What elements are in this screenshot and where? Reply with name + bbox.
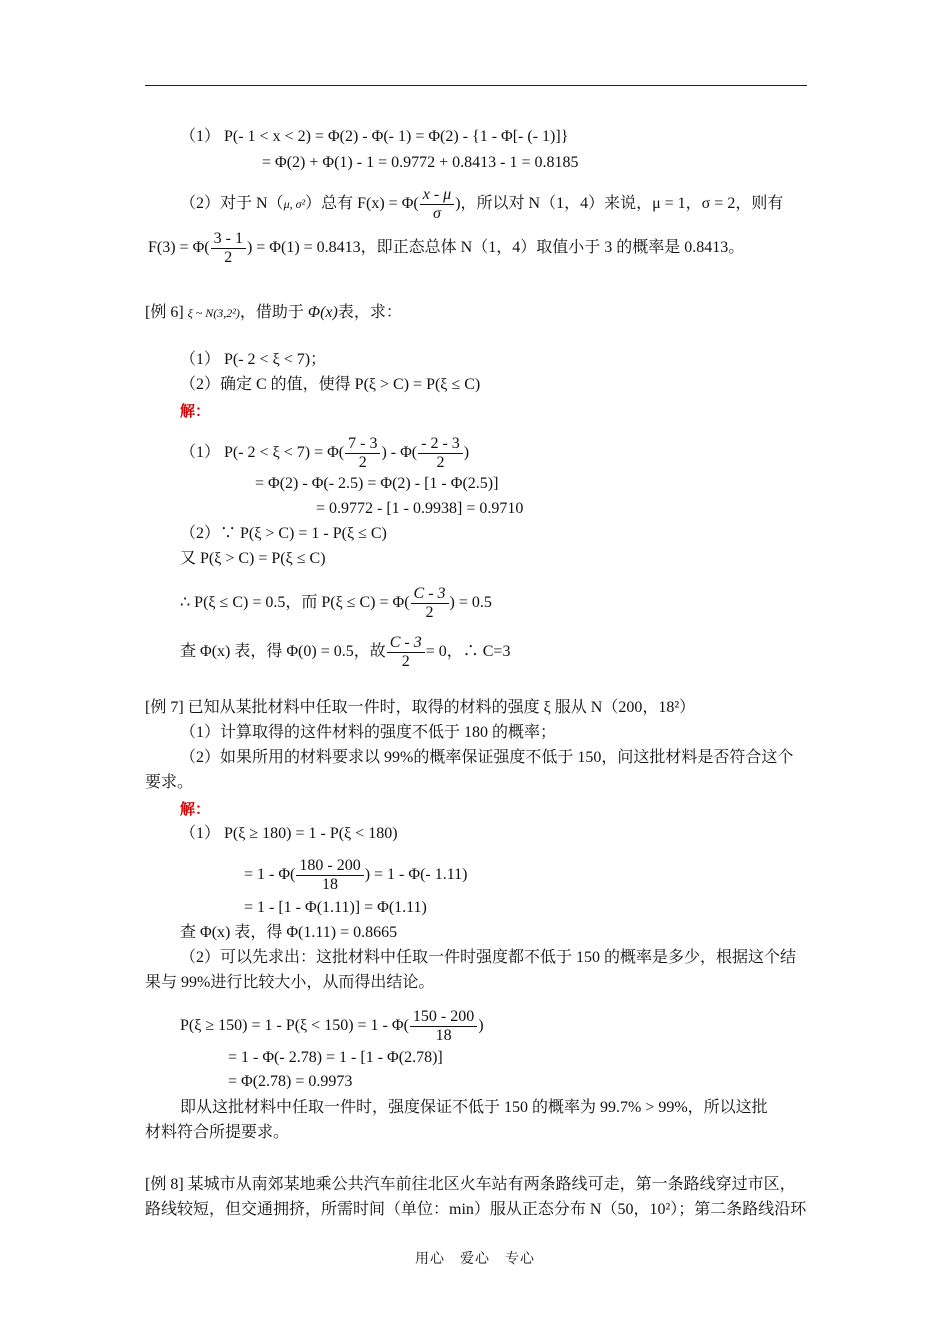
text-segment: ）总有 F(x) = Φ( [305, 195, 419, 213]
example-7-step-3: = 1 - [1 - Φ(1.11)] = Φ(1.11) [244, 899, 427, 916]
example-6-step-3: = 0.9772 - [1 - 0.9938] = 0.9710 [316, 500, 524, 517]
example-7-step-4: 查 Φ(x) 表，得 Φ(1.11) = 0.8665 [180, 924, 398, 941]
text-segment: = 0，∴ C=3 [425, 643, 511, 661]
example-8-line-2: 路线较短，但交通拥挤，所需时间（单位：min）服从正态分布 N（50，10²）；第二条路线沿环 [145, 1201, 807, 1218]
fraction-numerator: C - 3 [411, 585, 449, 604]
text-segment: ) [478, 1017, 484, 1035]
text-segment: ∴ P(ξ ≤ C) = 0.5，而 P(ξ ≤ C) = Φ( [180, 594, 410, 612]
answer-line-4 [148, 230, 744, 267]
example-6-question-1: （1） P(- 2 < ξ < 7)； [180, 351, 327, 368]
fraction-denominator: 2 [224, 249, 233, 266]
text-segment: （2）对于 N（ [180, 195, 284, 213]
example-label: [例 6] [145, 304, 184, 321]
text-segment: 查 Φ(x) 表，得 Φ(0) = 0.5，故 [180, 643, 386, 661]
example-7-step-7: = 1 - Φ(- 2.78) = 1 - [1 - Φ(2.78)] [228, 1049, 443, 1066]
example-7-question-1: （1）计算取得的这件材料的强度不低于 180 的概率； [180, 724, 557, 741]
text-segment: = 1 - Φ( [244, 866, 296, 884]
fraction [296, 857, 363, 894]
fraction-denominator: 18 [435, 1027, 452, 1044]
fraction-denominator: 2 [425, 604, 434, 621]
text-segment: ) = Φ(1) = 0.8413，即正态总体 N（1，4）取值小于 3 的概率是 0.8413。 [246, 239, 745, 257]
example-7-step-1: （1） P(ξ ≥ 180) = 1 - P(ξ < 180) [180, 825, 398, 842]
answer-line-1: （1） P(- 1 < x < 2) = Φ(2) - Φ(- 1) = Φ(2) - {1 - Φ[- (- 1)]} [180, 128, 569, 145]
example-6-title [145, 303, 402, 323]
example-7-step-2 [244, 857, 467, 894]
fraction [410, 1008, 477, 1045]
fraction-denominator: 2 [436, 454, 445, 471]
text-segment: )，所以对 N（1，4）来说，μ = 1，σ = 2，则有 [455, 195, 784, 213]
fraction-numerator: - 2 - 3 [418, 435, 463, 454]
text-segment: （1） P(- 2 < ξ < 7) = Φ( [180, 444, 345, 462]
example-7-step-8: = Φ(2.78) = 0.9973 [228, 1073, 353, 1090]
example-6-step-2: = Φ(2) - Φ(- 2.5) = Φ(2) - [1 - Φ(2.5)] [255, 475, 499, 492]
fraction-numerator: C - 3 [387, 634, 425, 653]
header-rule [145, 85, 807, 86]
answer-line-3 [180, 186, 783, 223]
fraction [211, 230, 246, 267]
fraction-denominator: 2 [358, 454, 367, 471]
fraction-denominator: 18 [322, 876, 339, 893]
solution-label: 解： [180, 800, 211, 818]
example-7-conclusion-cont: 材料符合所提要求。 [145, 1124, 290, 1141]
fraction [420, 186, 454, 223]
text-segment: F(3) = Φ( [148, 239, 210, 257]
fraction [345, 435, 380, 472]
math-distribution: ξ ~ N(3,2²) [187, 306, 240, 320]
math-mu-sigma: μ, σ² [283, 197, 306, 212]
example-6-step-7 [180, 634, 510, 671]
text-segment: ) [463, 444, 470, 462]
fraction-denominator: 2 [401, 653, 410, 670]
example-6-step-1 [180, 435, 469, 472]
text-segment: ) = 0.5 [449, 594, 492, 612]
example-7-question-2: （2）如果所用的材料要求以 99%的概率保证强度不低于 150，问这批材料是否符合这个 [180, 749, 794, 766]
example-8-line-1: [例 8] 某城市从南郊某地乘公共汽车前往北区火车站有两条路线可走，第一条路线穿过市区， [145, 1176, 796, 1193]
text-segment: ) = 1 - Φ(- 1.11) [364, 866, 468, 884]
example-7-question-2-cont: 要求。 [145, 774, 194, 791]
solution-label: 解： [180, 402, 211, 420]
example-7-title: [例 7] 已知从某批材料中任取一件时，取得的材料的强度 ξ 服从 N（200，18²） [145, 699, 696, 716]
text-segment: 表，求： [337, 304, 402, 321]
fraction-numerator: 7 - 3 [345, 435, 380, 454]
fraction-numerator: 180 - 200 [296, 857, 363, 876]
example-6-step-5: 又 P(ξ > C) = P(ξ ≤ C) [180, 550, 326, 567]
fraction-numerator: 150 - 200 [410, 1008, 477, 1027]
fraction-numerator: x - μ [420, 186, 454, 205]
example-7-conclusion: 即从这批材料中任取一件时，强度保证不低于 150 的概率为 99.7% > 99%，所以这批 [180, 1099, 768, 1116]
fraction [387, 634, 425, 671]
fraction [411, 585, 449, 622]
fraction [418, 435, 463, 472]
text-segment: ，借助于 [239, 304, 304, 321]
answer-line-2: = Φ(2) + Φ(1) - 1 = 0.9772 + 0.8413 - 1 = 0.8185 [262, 154, 579, 171]
example-6-step-4: （2）∵ P(ξ > C) = 1 - P(ξ ≤ C) [180, 525, 387, 542]
example-6-step-6 [180, 585, 492, 622]
math-phi: Φ(x) [307, 304, 338, 321]
example-7-step-5-cont: 果与 99%进行比较大小，从而得出结论。 [145, 974, 435, 991]
page-footer: 用心 爱心 专心 [415, 1251, 535, 1267]
text-segment: ) - Φ( [381, 444, 418, 462]
example-7-step-6 [180, 1008, 484, 1045]
text-segment: P(ξ ≥ 150) = 1 - P(ξ < 150) = 1 - Φ( [180, 1017, 409, 1035]
example-6-question-2: （2）确定 C 的值，使得 P(ξ > C) = P(ξ ≤ C) [180, 376, 481, 393]
example-7-step-5: （2）可以先求出：这批材料中任取一件时强度都不低于 150 的概率是多少，根据这个结 [180, 949, 797, 966]
fraction-denominator: σ [433, 205, 441, 222]
fraction-numerator: 3 - 1 [211, 230, 246, 249]
